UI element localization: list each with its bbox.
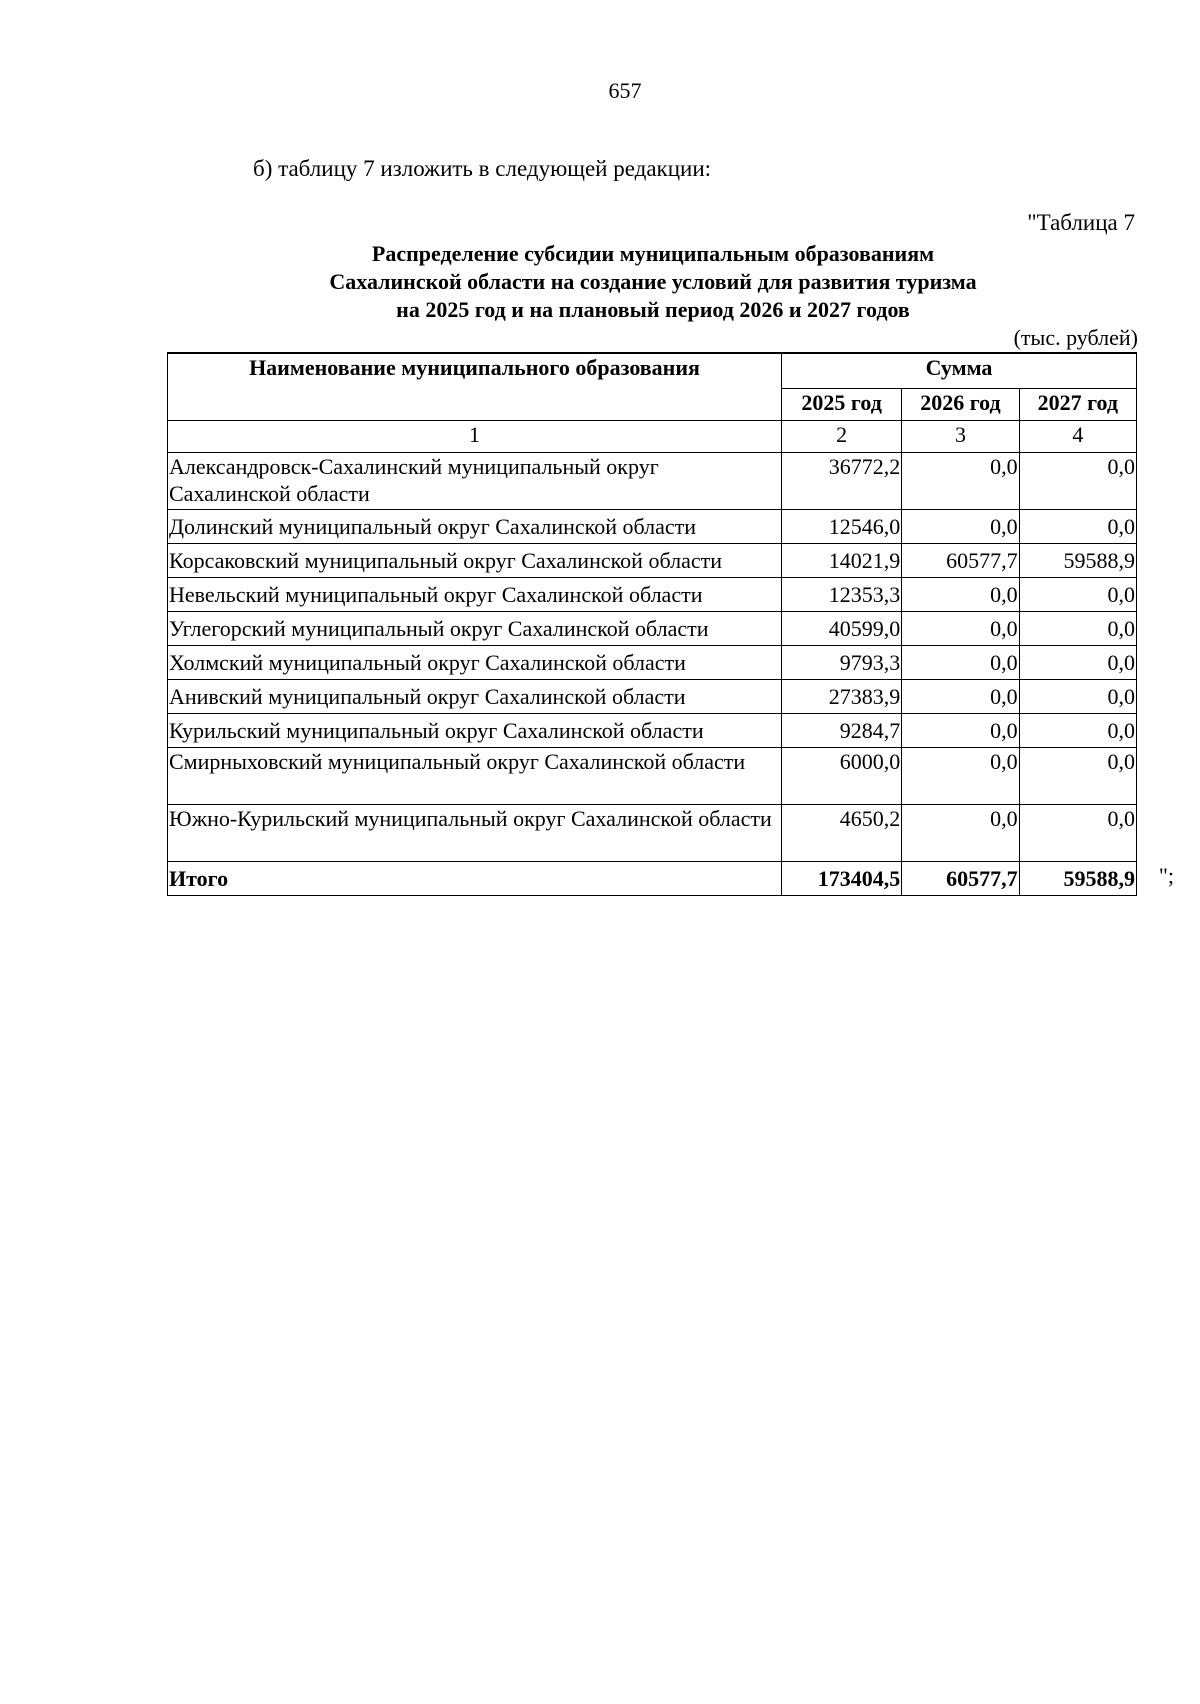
row-value-2027: 0,0 (1019, 805, 1136, 862)
header-year-2025: 2025 год (782, 389, 902, 421)
closing-quote-mark: "; (1158, 863, 1174, 888)
row-value-2027: 59588,9 (1019, 544, 1136, 578)
row-value-2025: 36772,2 (782, 453, 902, 510)
row-value-2026: 0,0 (902, 805, 1019, 862)
title-line-1: Распределение субсидии муниципальным образованиям (371, 241, 935, 266)
total-value-2027: 59588,9 (1063, 866, 1135, 891)
row-value-2026: 0,0 (902, 646, 1019, 680)
row-value-2025: 6000,0 (782, 748, 902, 805)
row-value-2025: 12353,3 (782, 578, 902, 612)
table-row (168, 453, 1137, 510)
row-value-2027: 0,0 (1019, 714, 1136, 748)
header-sum: Сумма (782, 353, 1137, 389)
row-name: Долинский муниципальный округ Сахалинской области (168, 510, 782, 544)
intro-text: б) таблицу 7 изложить в следующей редакции: (253, 156, 712, 181)
row-value-2026: 0,0 (902, 510, 1019, 544)
table-row (168, 510, 1137, 544)
row-value-2025: 40599,0 (782, 612, 902, 646)
total-value-2027-cell (1019, 862, 1174, 896)
header-year-2027: 2027 год (1019, 389, 1136, 421)
row-value-2026: 0,0 (902, 748, 1019, 805)
table-row (168, 805, 1137, 862)
row-value-2025: 14021,9 (782, 544, 902, 578)
table-row (168, 612, 1137, 646)
page-number: 657 (608, 78, 642, 103)
title-line-2: Сахалинской области на создание условий для развития туризма (329, 269, 977, 294)
row-value-2025: 4650,2 (782, 805, 902, 862)
table-row (168, 748, 1137, 805)
total-label: Итого (168, 862, 782, 896)
row-value-2027: 0,0 (1019, 748, 1136, 805)
row-value-2027: 0,0 (1019, 646, 1136, 680)
row-value-2025: 27383,9 (782, 680, 902, 714)
total-row (168, 862, 1137, 896)
column-number-4: 4 (1019, 421, 1136, 453)
row-value-2027: 0,0 (1019, 453, 1136, 510)
row-value-2025: 12546,0 (782, 510, 902, 544)
units-label: (тыс. рублей) (1013, 325, 1138, 350)
row-value-2026: 0,0 (902, 714, 1019, 748)
row-name: Александровск-Сахалинский муниципальный округ Сахалинской области (168, 453, 782, 510)
row-name: Невельский муниципальный округ Сахалинской области (168, 578, 782, 612)
row-name: Анивский муниципальный округ Сахалинской области (168, 680, 782, 714)
subsidy-table (167, 352, 1174, 896)
table-row (168, 646, 1137, 680)
row-name: Углегорский муниципальный округ Сахалинской области (168, 612, 782, 646)
title-line-3: на 2025 год и на плановый период 2026 и 2027 годов (396, 297, 910, 322)
header-year-2026: 2026 год (902, 389, 1019, 421)
column-number-1: 1 (168, 421, 782, 453)
row-value-2026: 0,0 (902, 578, 1019, 612)
row-name: Холмский муниципальный округ Сахалинской области (168, 646, 782, 680)
column-number-2: 2 (782, 421, 902, 453)
row-value-2027: 0,0 (1019, 578, 1136, 612)
row-value-2027: 0,0 (1019, 612, 1136, 646)
table-caption: "Таблица 7 (1027, 210, 1135, 235)
row-value-2026: 0,0 (902, 612, 1019, 646)
row-name: Смирныховский муниципальный округ Сахалинской области (168, 748, 782, 805)
row-value-2026: 0,0 (902, 453, 1019, 510)
row-value-2026: 0,0 (902, 680, 1019, 714)
table-row (168, 680, 1137, 714)
row-value-2025: 9793,3 (782, 646, 902, 680)
row-name: Курильский муниципальный округ Сахалинской области (168, 714, 782, 748)
table-row (168, 544, 1137, 578)
total-value-2026: 60577,7 (902, 862, 1019, 896)
table-row (168, 714, 1137, 748)
row-name: Корсаковский муниципальный округ Сахалинской области (168, 544, 782, 578)
column-number-3: 3 (902, 421, 1019, 453)
row-value-2025: 9284,7 (782, 714, 902, 748)
document-title (168, 240, 1138, 324)
row-value-2027: 0,0 (1019, 510, 1136, 544)
row-value-2026: 60577,7 (902, 544, 1019, 578)
total-value-2025: 173404,5 (782, 862, 902, 896)
header-municipality-name: Наименование муниципального образования (168, 353, 782, 421)
table-row (168, 578, 1137, 612)
row-name: Южно-Курильский муниципальный округ Сахалинской области (168, 805, 782, 862)
row-value-2027: 0,0 (1019, 680, 1136, 714)
